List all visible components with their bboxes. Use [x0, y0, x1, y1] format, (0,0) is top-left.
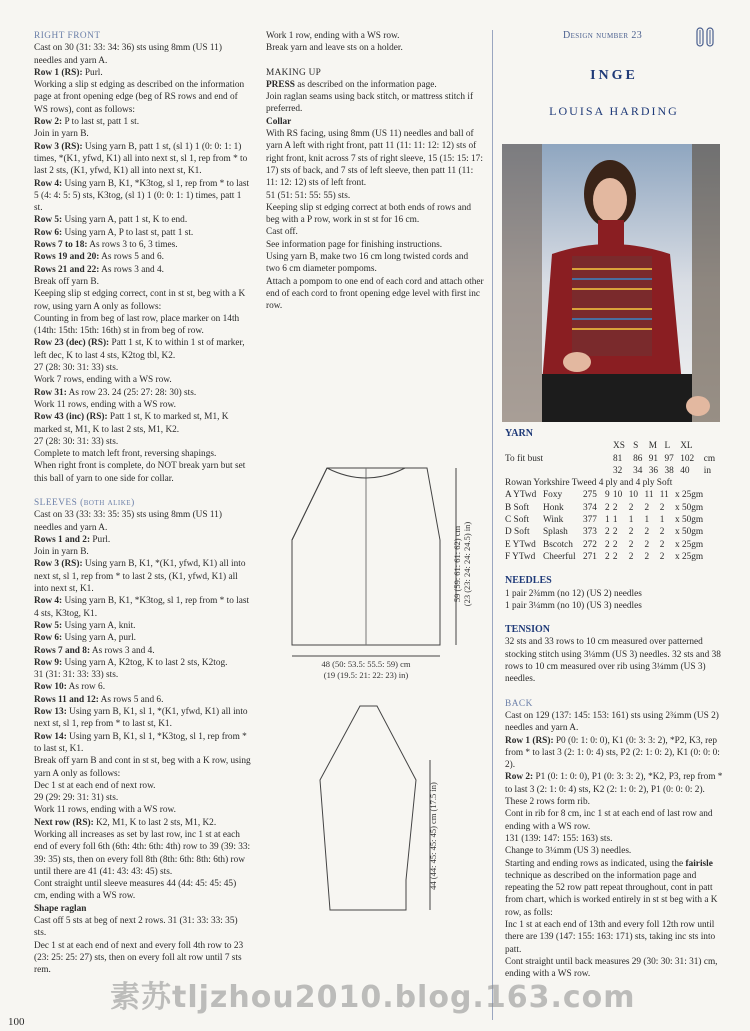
instruction-line: Cont straight until back measures 29 (30: 30: 31: 31) cm, ending with a WS row.: [505, 956, 718, 980]
yarn-cell: 2: [612, 527, 618, 538]
bust-cm: 102: [680, 453, 695, 464]
instruction-line: Rows 7 to 18: As rows 3 to 6, 3 times.: [34, 240, 178, 251]
instruction-line: Keeping slip st edging correct at both ends of rows and beg with a P row, work in st st for 16 cm.: [266, 202, 471, 226]
instruction-line: Row 13: Using yarn B, K1, sl 1, *(K1, yfwd, K1) all into next st, sl 1, rep from * to last st, K1.: [34, 707, 248, 730]
making-up-heading: MAKING UP: [266, 67, 322, 78]
yarn-cell: Wink: [543, 515, 564, 526]
instruction-line: 29 (29: 29: 31: 31) sts.: [34, 793, 119, 804]
instruction-line: 27 (28: 30: 31: 33) sts.: [34, 436, 119, 447]
watermark: 素苏tljzhou2010.blog.163.com: [110, 980, 636, 1015]
instruction-line: Row 14: Using yarn B, K1, sl 1, *K3tog, sl 1, rep from * to last st, K1.: [34, 731, 247, 754]
yarn-cell: 2: [628, 502, 634, 513]
design-number: Design number 23: [563, 30, 643, 41]
yarn-cell: 2: [605, 551, 610, 562]
yarn-cell: 377: [583, 515, 597, 526]
yarn-cell: x 50gm: [675, 502, 704, 513]
bust-in-unit: in: [703, 465, 711, 476]
sleeves-heading: SLEEVES (both alike): [34, 497, 135, 508]
body-schematic: [292, 468, 440, 645]
bust-in: 40: [680, 465, 690, 476]
instruction-line: Row 9: Using yarn A, K2tog, K to last 2 sts, K2tog.: [34, 657, 228, 668]
page-number: 100: [8, 1016, 25, 1028]
yarn-cell: 2: [659, 502, 665, 513]
instruction-line: Row 1 (RS): Purl.: [34, 67, 103, 78]
instruction-line: Row 2: P to last st, patt 1 st.: [34, 117, 140, 128]
yarn-cell: 2: [628, 527, 634, 538]
instruction-line: Break yarn and leave sts on a holder.: [266, 43, 403, 54]
instruction-line: Row 2: P1 (0: 1: 0: 0), P1 (0: 3: 3: 2), *K2, P3, rep from * to last 3 (2: 1: 0: 4) sts, K2 (2: 1: 0: 2), P1 (0: 0: 0: 2).: [505, 772, 723, 795]
yarn-cell: Cheerful: [543, 551, 576, 562]
instruction-line: Row 31: As row 23. 24 (25: 27: 28: 30) sts.: [34, 387, 197, 398]
yarn-cell: 373: [583, 527, 597, 538]
instruction-line: Dec 1 st at each end of next and every foll 4th row to 23 (23: 25: 25: 27) sts, then on every foll alt row until 7 sts rem.: [34, 940, 244, 976]
instruction-line: Collar: [266, 116, 292, 127]
yarn-cell: 2: [659, 551, 665, 562]
yarn-cell: 2: [612, 502, 618, 513]
yarn-cell: 10: [612, 490, 623, 501]
needles-icon: [694, 26, 716, 48]
instruction-line: Keeping slip st edging correct, cont in st st, beg with a K row, using yarn A only as follows:: [34, 289, 246, 312]
yarn-cell: 271: [583, 551, 597, 562]
instruction-line: Cast off.: [266, 227, 298, 238]
body-height-label: 59 (59: 61: 61: 62) cm: [452, 525, 462, 603]
instruction-line: Cast off 5 sts at beg of next 2 rows. 31 (31: 33: 33: 35) sts.: [34, 916, 238, 939]
instruction-line: Row 4: Using yarn B, K1, *K3tog, sl 1, rep from * to last 4 sts, K3tog, K1.: [34, 596, 250, 619]
yarn-cell: D Soft: [505, 527, 530, 538]
body-width-in-label: (19 (19.5: 21: 22: 23) in): [323, 670, 409, 680]
instruction-line: Counting in from beg of last row, place marker on 14th (14th: 15th: 15th: 16th) st in from beg of row.: [34, 313, 240, 337]
yarn-cell: x 25gm: [675, 551, 704, 562]
size-xs: XS: [613, 441, 625, 452]
instruction-line: Join raglan seams using back stitch, or mattress stitch if preferred.: [266, 92, 474, 115]
yarn-cell: 2: [628, 551, 634, 562]
instruction-line: Row 1 (RS): P0 (0: 1: 0: 0), K1 (0: 3: 3: 2), *P2, K3, rep from * to last 3 (2: 1: 0: 4) sts, P2 (2: 1: 0: 2), K1 (0: 0: 0: 2).: [505, 735, 720, 771]
instruction-line: See information page for finishing instructions.: [266, 239, 443, 250]
yarn-cell: 2: [659, 527, 665, 538]
instruction-line: 27 (28: 30: 31: 33) sts.: [34, 363, 119, 374]
instruction-line: Row 3 (RS): Using yarn B, K1, *(K1, yfwd, K1) all into next st, sl 1, rep from * to last 2 sts, (K1, yfwd, K1) all into next st, K1.: [34, 559, 246, 595]
yarn-cell: Honk: [543, 502, 564, 513]
yarn-cell: 2: [605, 527, 610, 538]
instruction-line: Rows 11 and 12: As rows 5 and 6.: [34, 694, 164, 705]
instruction-line: 131 (139: 147: 155: 163) sts.: [505, 833, 613, 844]
size-l: L: [664, 441, 671, 452]
designer-name: LOUISA HARDING: [549, 104, 679, 118]
yarn-cell: 275: [583, 490, 597, 501]
yarn-heading: YARN: [505, 428, 533, 439]
instruction-line: Dec 1 st at each end of next row.: [34, 780, 156, 791]
instruction-line: Row 6: Using yarn A, purl.: [34, 633, 137, 644]
yarn-cell: x 25gm: [675, 490, 704, 501]
needle-item: 1 pair 2¾mm (no 12) (US 2) needles: [505, 588, 642, 599]
right-front-heading: RIGHT FRONT: [34, 31, 101, 41]
design-title: INGE: [590, 68, 638, 83]
instruction-line: Break off yarn B and cont in st st, beg with a K row, using yarn A only as follows:: [34, 756, 251, 779]
needles-heading: NEEDLES: [505, 575, 552, 587]
yarn-cell: 1: [628, 515, 634, 526]
instruction-line: Rows 7 and 8: As rows 3 and 4.: [34, 645, 155, 656]
column-2: [266, 30, 484, 313]
yarn-cell: B Soft: [505, 502, 530, 513]
instruction-line: Cont in rib for 8 cm, inc 1 st at each end of last row and ending with a WS row.: [505, 809, 713, 832]
instruction-line: Join in yarn B.: [34, 129, 89, 140]
bust-in: 32: [613, 465, 623, 476]
instruction-line: Break off yarn B.: [34, 276, 99, 287]
instruction-line: 31 (31: 31: 33: 33) sts.: [34, 670, 119, 681]
tension-text: 32 sts and 33 rows to 10 cm measured over patterned stocking stitch using 3¼mm (US 3) needles. 32 sts and 38 rows to 10 cm measured over rib using 3¼mm (US 3) needles.: [505, 637, 721, 685]
bust-cm: 91: [648, 453, 659, 464]
yarn-cell: Foxy: [543, 490, 563, 501]
instruction-line: Row 10: As row 6.: [34, 682, 106, 693]
instruction-line: Row 6: Using yarn A, P to last st, patt 1 st.: [34, 227, 194, 238]
instruction-line: Row 43 (inc) (RS): Patt 1 st, K to marked st, M1, K marked st, M1, K to last 2 sts, M1, K2.: [34, 412, 229, 435]
instruction-line: Cont straight until sleeve measures 44 (44: 45: 45: 45) cm, ending with a WS row.: [34, 879, 237, 902]
yarn-cell: Splash: [543, 527, 568, 538]
instruction-line: Row 23 (dec) (RS): Patt 1 st, K to within 1 st of marker, left dec, K to last 4 sts, K2tog tbl, K2.: [34, 338, 245, 361]
instruction-line: Attach a pompom to one end of each cord and attach other end of each cord to front opening edge level with first inc row.: [266, 276, 484, 312]
yarn-row: [505, 502, 723, 514]
instruction-line: With RS facing, using 8mm (US 11) needles and ball of yarn A left with right front, patt 11 (11: 11: 12: 12) sts of right front, knit across 7 sts of right sleeve, 15 (15: 15: 17: 17) sts of back, and 7 sts of left sleeve, then patt 11 (11: 11: 12: 12) sts of left front.: [266, 129, 483, 189]
back-heading: BACK: [505, 698, 533, 709]
instruction-line: Work 11 rows, ending with a WS row.: [34, 399, 176, 410]
instruction-line: Rows 1 and 2: Purl.: [34, 534, 111, 545]
yarn-cell: 2: [605, 502, 610, 513]
yarn-cell: E YTwd: [505, 539, 536, 550]
yarn-cell: 2: [644, 539, 650, 550]
column-1: [34, 30, 252, 977]
yarn-cell: 2: [605, 539, 610, 550]
instruction-line: Work 1 row, ending with a WS row.: [266, 31, 400, 41]
yarn-cell: 2: [644, 527, 650, 538]
schematic-diagram: [280, 460, 480, 1000]
sleeve-schematic: [320, 706, 416, 910]
instruction-line: Using yarn B, make two 16 cm long twisted cords and two 6 cm diameter pompoms.: [266, 252, 469, 275]
instruction-line: Change to 3¼mm (US 3) needles.: [505, 846, 632, 857]
body-width-label: 48 (50: 53.5: 55.5: 59) cm: [321, 659, 411, 669]
instruction-line: Row 4: Using yarn B, K1, *K3tog, sl 1, rep from * to last 5 (4: 4: 5: 5) sts, K3tog, (sl 1) 1 (0: 0: 1: 1) times, patt 1 st.: [34, 178, 250, 214]
column-3: [505, 428, 723, 980]
size-xl: XL: [680, 441, 693, 452]
yarn-cell: F YTwd: [505, 551, 536, 562]
model-photo: [502, 144, 720, 422]
instruction-line: Join in yarn B.: [34, 547, 89, 558]
yarn-cell: 11: [644, 490, 654, 501]
sleeve-finish-instructions: [266, 30, 484, 55]
instruction-line: Working a slip st edging as described on the information page at front opening edge (beg of RS rows and end of WS rows), cont as follows:: [34, 80, 245, 115]
bust-in: 36: [648, 465, 659, 476]
instruction-line: Work 11 rows, ending with a WS row.: [34, 805, 176, 816]
yarn-cell: A YTwd: [505, 490, 537, 501]
instruction-line: Row 3 (RS): Using yarn B, patt 1 st, (sl 1) 1 (0: 0: 1: 1) times, *(K1, yfwd, K1) all into next st, sl 1, rep from * to last 2 sts, (K1, yfwd, K1) all into next st, K1.: [34, 141, 248, 177]
instruction-line: These 2 rows form rib.: [505, 797, 590, 808]
yarn-row: [505, 514, 723, 526]
body-height-in-label: (23 (23: 24: 24: 24.5) in): [462, 521, 472, 607]
yarn-cell: 1: [659, 515, 665, 526]
yarn-cell: 10: [628, 490, 639, 501]
instruction-line: Shape raglan: [34, 903, 87, 914]
instruction-line: Inc 1 st at each end of 13th and every foll 12th row until there are 139 (147: 155: 163: 171) sts, taking inc sts into patt.: [505, 919, 716, 955]
sleeve-length-label: 44 (44: 45: 45: 45) cm (17.5 in): [428, 782, 438, 890]
yarn-cell: 1: [612, 515, 618, 526]
yarn-cell: 2: [628, 539, 634, 550]
yarn-table: [505, 440, 723, 477]
yarn-row: [505, 489, 723, 501]
yarn-row: [505, 526, 723, 538]
needle-item: 1 pair 3¼mm (no 10) (US 3) needles: [505, 600, 642, 611]
column-divider: [492, 30, 493, 1020]
instruction-line: Starting and ending rows as indicated, using the fairisle technique as described on the information page and repeating the 52 row patt repeat throughout, cont in patt from chart, which is worked entirely in st st beg with a K row, as folls:: [505, 858, 718, 918]
instruction-line: Row 5: Using yarn A, patt 1 st, K to end.: [34, 215, 188, 226]
yarn-cell: 11: [659, 490, 669, 501]
yarn-cell: 1: [644, 515, 650, 526]
yarn-cell: x 50gm: [675, 527, 704, 538]
instruction-line: When right front is complete, do NOT break yarn but set this ball of yarn to one side for collar.: [34, 461, 246, 484]
yarn-cell: Bscotch: [543, 539, 573, 550]
yarn-row: [505, 539, 723, 551]
instruction-line: Cast on 129 (137: 145: 153: 161) sts using 2¾mm (US 2) needles and yarn A.: [505, 710, 719, 734]
yarn-quantity-table: [505, 489, 723, 563]
yarn-cell: 2: [612, 539, 618, 550]
instruction-line: Cast on 33 (33: 33: 35: 35) sts using 8mm (US 11) needles and yarn A.: [34, 510, 222, 533]
yarn-cell: x 25gm: [675, 539, 704, 550]
bust-in: 38: [664, 465, 674, 476]
instruction-line: Next row (RS): K2, M1, K to last 2 sts, M1, K2.: [34, 817, 217, 828]
instruction-line: PRESS as described on the information page.: [266, 79, 437, 90]
bust-cm: 81: [613, 453, 623, 464]
instruction-line: Rows 19 and 20: As rows 5 and 6.: [34, 252, 164, 263]
bust-cm: 86: [633, 453, 643, 464]
yarn-cell: 374: [583, 502, 597, 513]
yarn-cell: 2: [659, 539, 665, 550]
size-m: M: [648, 441, 658, 452]
bust-cm-unit: cm: [703, 453, 716, 464]
yarn-cell: 272: [583, 539, 597, 550]
yarn-cell: 1: [605, 515, 610, 526]
size-s: S: [633, 441, 639, 452]
instruction-line: Cast on 30 (31: 33: 34: 36) sts using 8mm (US 11) needles and yarn A.: [34, 43, 222, 66]
yarn-cell: C Soft: [505, 515, 530, 526]
instruction-line: Complete to match left front, reversing shapings.: [34, 449, 217, 460]
making-up-instructions: [266, 79, 484, 313]
instruction-line: 51 (51: 51: 55: 55) sts.: [266, 190, 351, 201]
instruction-line: Work 7 rows, ending with a WS row.: [34, 375, 172, 386]
back-instructions: [505, 710, 723, 981]
sleeves-instructions: [34, 509, 252, 976]
bust-cm: 97: [664, 453, 674, 464]
yarn-cell: 2: [612, 551, 618, 562]
tension-heading: TENSION: [505, 624, 551, 636]
instruction-line: Row 5: Using yarn A, knit.: [34, 620, 136, 631]
to-fit-label: To fit bust: [505, 453, 544, 464]
yarn-brand: Rowan Yorkshire Tweed 4 ply and 4 ply Soft: [505, 478, 673, 489]
yarn-row: [505, 551, 723, 563]
yarn-cell: 2: [644, 551, 650, 562]
right-front-instructions: [34, 42, 252, 485]
bust-in: 34: [633, 465, 643, 476]
yarn-cell: 2: [644, 502, 650, 513]
instruction-line: Working all increases as set by last row, inc 1 st at each end of every foll 6th (6th: 4th: 6th: 4th) row to 39 (39: 33: 39: 35) sts, then on every foll 8th (8th: 6th: 8th: 6th) row until there are 41 (41: 43: 43: 45) sts.: [34, 830, 251, 877]
yarn-cell: 9: [605, 490, 610, 501]
instruction-line: Rows 21 and 22: As rows 3 and 4.: [34, 264, 164, 275]
yarn-cell: x 50gm: [675, 515, 704, 526]
